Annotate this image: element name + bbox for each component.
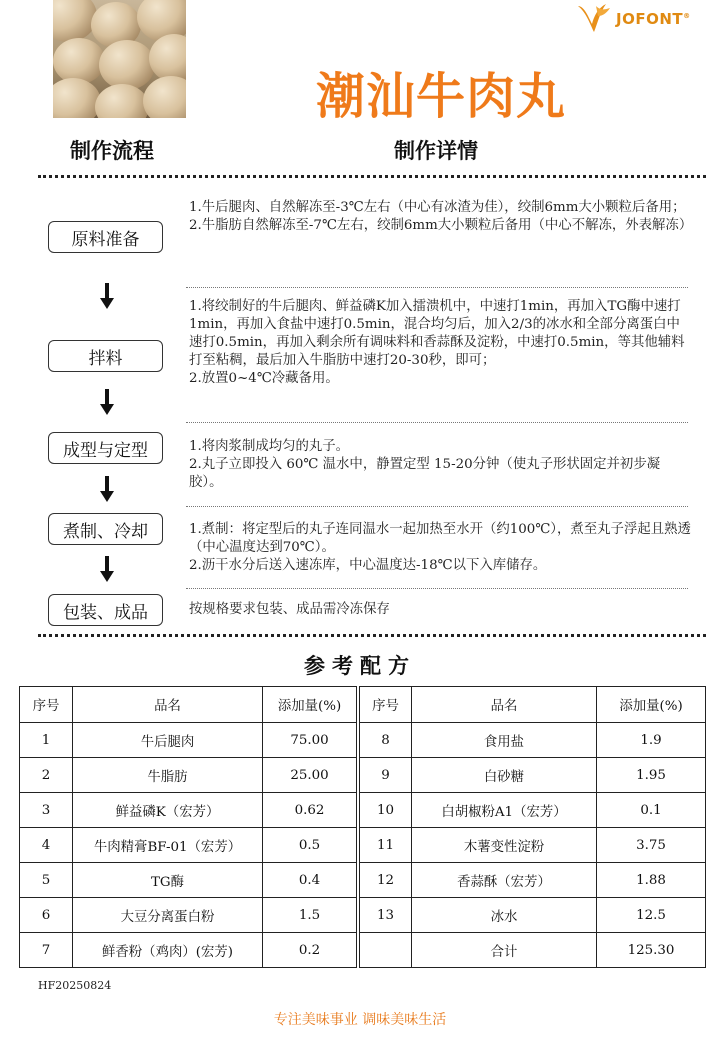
- brand-logo-icon: [574, 2, 614, 36]
- formula-table-left: [19, 686, 357, 968]
- cell-name: 牛脂肪: [73, 758, 263, 793]
- table-row: [360, 723, 706, 758]
- cell-amount: 1.5: [263, 898, 357, 933]
- page-title: 潮汕牛肉丸: [316, 68, 567, 125]
- step-label-3: 成型与定型: [48, 432, 163, 464]
- cell-seq: 6: [20, 898, 73, 933]
- step-label-4: 煮制、冷却: [48, 513, 163, 545]
- step-detail-line: 1.牛后腿肉、自然解冻至-3℃左右（中心有冰渣为佳），绞制6mm大小颗粒后备用；: [189, 200, 686, 215]
- step-detail-3: [189, 438, 691, 492]
- cell-seq: 3: [20, 793, 73, 828]
- step-label-5: 包装、成品: [48, 594, 163, 626]
- cell-name: 牛后腿肉: [73, 723, 263, 758]
- document-code: HF20250824: [38, 979, 112, 992]
- cell-seq: 5: [20, 863, 73, 898]
- step-detail-line: 1.煮制：将定型后的丸子连同温水一起加热至水开（约100℃），煮至丸子浮起且熟透（中心温度达到70℃）。: [189, 522, 691, 555]
- header-seq: 序号: [360, 687, 412, 723]
- divider-dotted: [186, 506, 688, 507]
- cell-name: 大豆分离蛋白粉: [73, 898, 263, 933]
- step-detail-line: 2.丸子立即投入 60℃ 温水中，静置定型 15-20分钟（使丸子形状固定并初步凝胶）。: [189, 457, 661, 490]
- cell-seq: 1: [20, 723, 73, 758]
- cell-seq: [360, 933, 412, 968]
- divider-dotted: [186, 287, 688, 288]
- cell-seq: 11: [360, 828, 412, 863]
- step-detail-4: [189, 521, 691, 575]
- step-detail-line: 2.沥干水分后送入速冻库，中心温度达-18℃以下入库储存。: [189, 558, 547, 573]
- table-row: [20, 898, 357, 933]
- cell-name: 合计: [412, 933, 597, 968]
- table-header-row: [360, 687, 706, 723]
- header-amount: 添加量(%): [263, 687, 357, 723]
- cell-amount: 0.1: [597, 793, 706, 828]
- cell-amount: 75.00: [263, 723, 357, 758]
- cell-amount: 1.9: [597, 723, 706, 758]
- table-row: [20, 933, 357, 968]
- product-photo: [53, 0, 186, 118]
- brand-name: JOFONT®: [616, 10, 691, 28]
- step-detail-line: 2.牛脂肪自然解冻至-7℃左右，绞制6mm大小颗粒后备用（中心不解冻，外表解冻）: [189, 218, 693, 233]
- flow-arrow-icon: [100, 389, 114, 415]
- cell-name: TG酶: [73, 863, 263, 898]
- table-row: [20, 758, 357, 793]
- step-detail-line: 1.将肉浆制成均匀的丸子。: [189, 439, 350, 454]
- cell-seq: 12: [360, 863, 412, 898]
- divider-dotted: [186, 588, 688, 589]
- step-label-2: 拌料: [48, 340, 163, 372]
- formula-title: 参考配方: [304, 654, 416, 678]
- cell-amount: 0.2: [263, 933, 357, 968]
- cell-amount: 0.4: [263, 863, 357, 898]
- table-row: [360, 793, 706, 828]
- cell-amount: 1.88: [597, 863, 706, 898]
- step-label-1: 原料准备: [48, 221, 163, 253]
- cell-seq: 4: [20, 828, 73, 863]
- cell-name: 鲜益磷K（宏芳）: [73, 793, 263, 828]
- flow-arrow-icon: [100, 283, 114, 309]
- cell-name: 木薯变性淀粉: [412, 828, 597, 863]
- header-name: 品名: [73, 687, 263, 723]
- cell-name: 白砂糖: [412, 758, 597, 793]
- cell-amount: 0.5: [263, 828, 357, 863]
- table-row: [360, 828, 706, 863]
- table-row: [360, 863, 706, 898]
- table-row: [20, 863, 357, 898]
- cell-amount: 12.5: [597, 898, 706, 933]
- cell-seq: 8: [360, 723, 412, 758]
- table-row: [20, 828, 357, 863]
- divider-bottom: [38, 634, 706, 637]
- cell-amount: 1.95: [597, 758, 706, 793]
- step-detail-line: 2.放置0~4℃冷藏备用。: [189, 371, 339, 386]
- cell-seq: 13: [360, 898, 412, 933]
- table-row: [20, 793, 357, 828]
- header-seq: 序号: [20, 687, 73, 723]
- cell-name: 牛肉精膏BF-01（宏芳）: [73, 828, 263, 863]
- table-total-row: [360, 933, 706, 968]
- table-row: [20, 723, 357, 758]
- cell-name: 香蒜酥（宏芳）: [412, 863, 597, 898]
- cell-name: 冰水: [412, 898, 597, 933]
- table-header-row: [20, 687, 357, 723]
- cell-name: 白胡椒粉A1（宏芳）: [412, 793, 597, 828]
- cell-amount: 125.30: [597, 933, 706, 968]
- table-row: [360, 758, 706, 793]
- cell-amount: 25.00: [263, 758, 357, 793]
- step-detail-line: 按规格要求包装、成品需冷冻保存: [189, 602, 390, 617]
- divider-dotted: [186, 422, 688, 423]
- header-name: 品名: [412, 687, 597, 723]
- cell-name: 鲜香粉（鸡肉）(宏芳): [73, 933, 263, 968]
- formula-table-right: [359, 686, 706, 968]
- step-detail-2: [189, 298, 691, 388]
- cell-name: 食用盐: [412, 723, 597, 758]
- flow-arrow-icon: [100, 556, 114, 582]
- table-row: [360, 898, 706, 933]
- detail-column-heading: 制作详情: [394, 139, 478, 163]
- divider-top: [38, 175, 706, 178]
- cell-amount: 0.62: [263, 793, 357, 828]
- cell-seq: 9: [360, 758, 412, 793]
- step-detail-5: [189, 601, 691, 619]
- step-detail-1: [189, 199, 691, 235]
- header-amount: 添加量(%): [597, 687, 706, 723]
- cell-seq: 10: [360, 793, 412, 828]
- cell-seq: 2: [20, 758, 73, 793]
- process-column-heading: 制作流程: [70, 139, 154, 163]
- cell-amount: 3.75: [597, 828, 706, 863]
- step-detail-line: 1.将绞制好的牛后腿肉、鲜益磷K加入擂溃机中，中速打1min，再加入TG酶中速打1min，再加入食盐中速打0.5min，混合均匀后，加入2/3的冰水和全部分离蛋白中速打0.5min，再加入剩余所有调味料和香蒜酥及淀粉，中速打0.5min，等其他辅料打至粘稠，最后加入牛脂肪中速打20-30秒，即可；: [189, 299, 685, 368]
- footer-slogan: 专注美味事业 调味美味生活: [273, 1012, 447, 1028]
- flow-arrow-icon: [100, 476, 114, 502]
- cell-seq: 7: [20, 933, 73, 968]
